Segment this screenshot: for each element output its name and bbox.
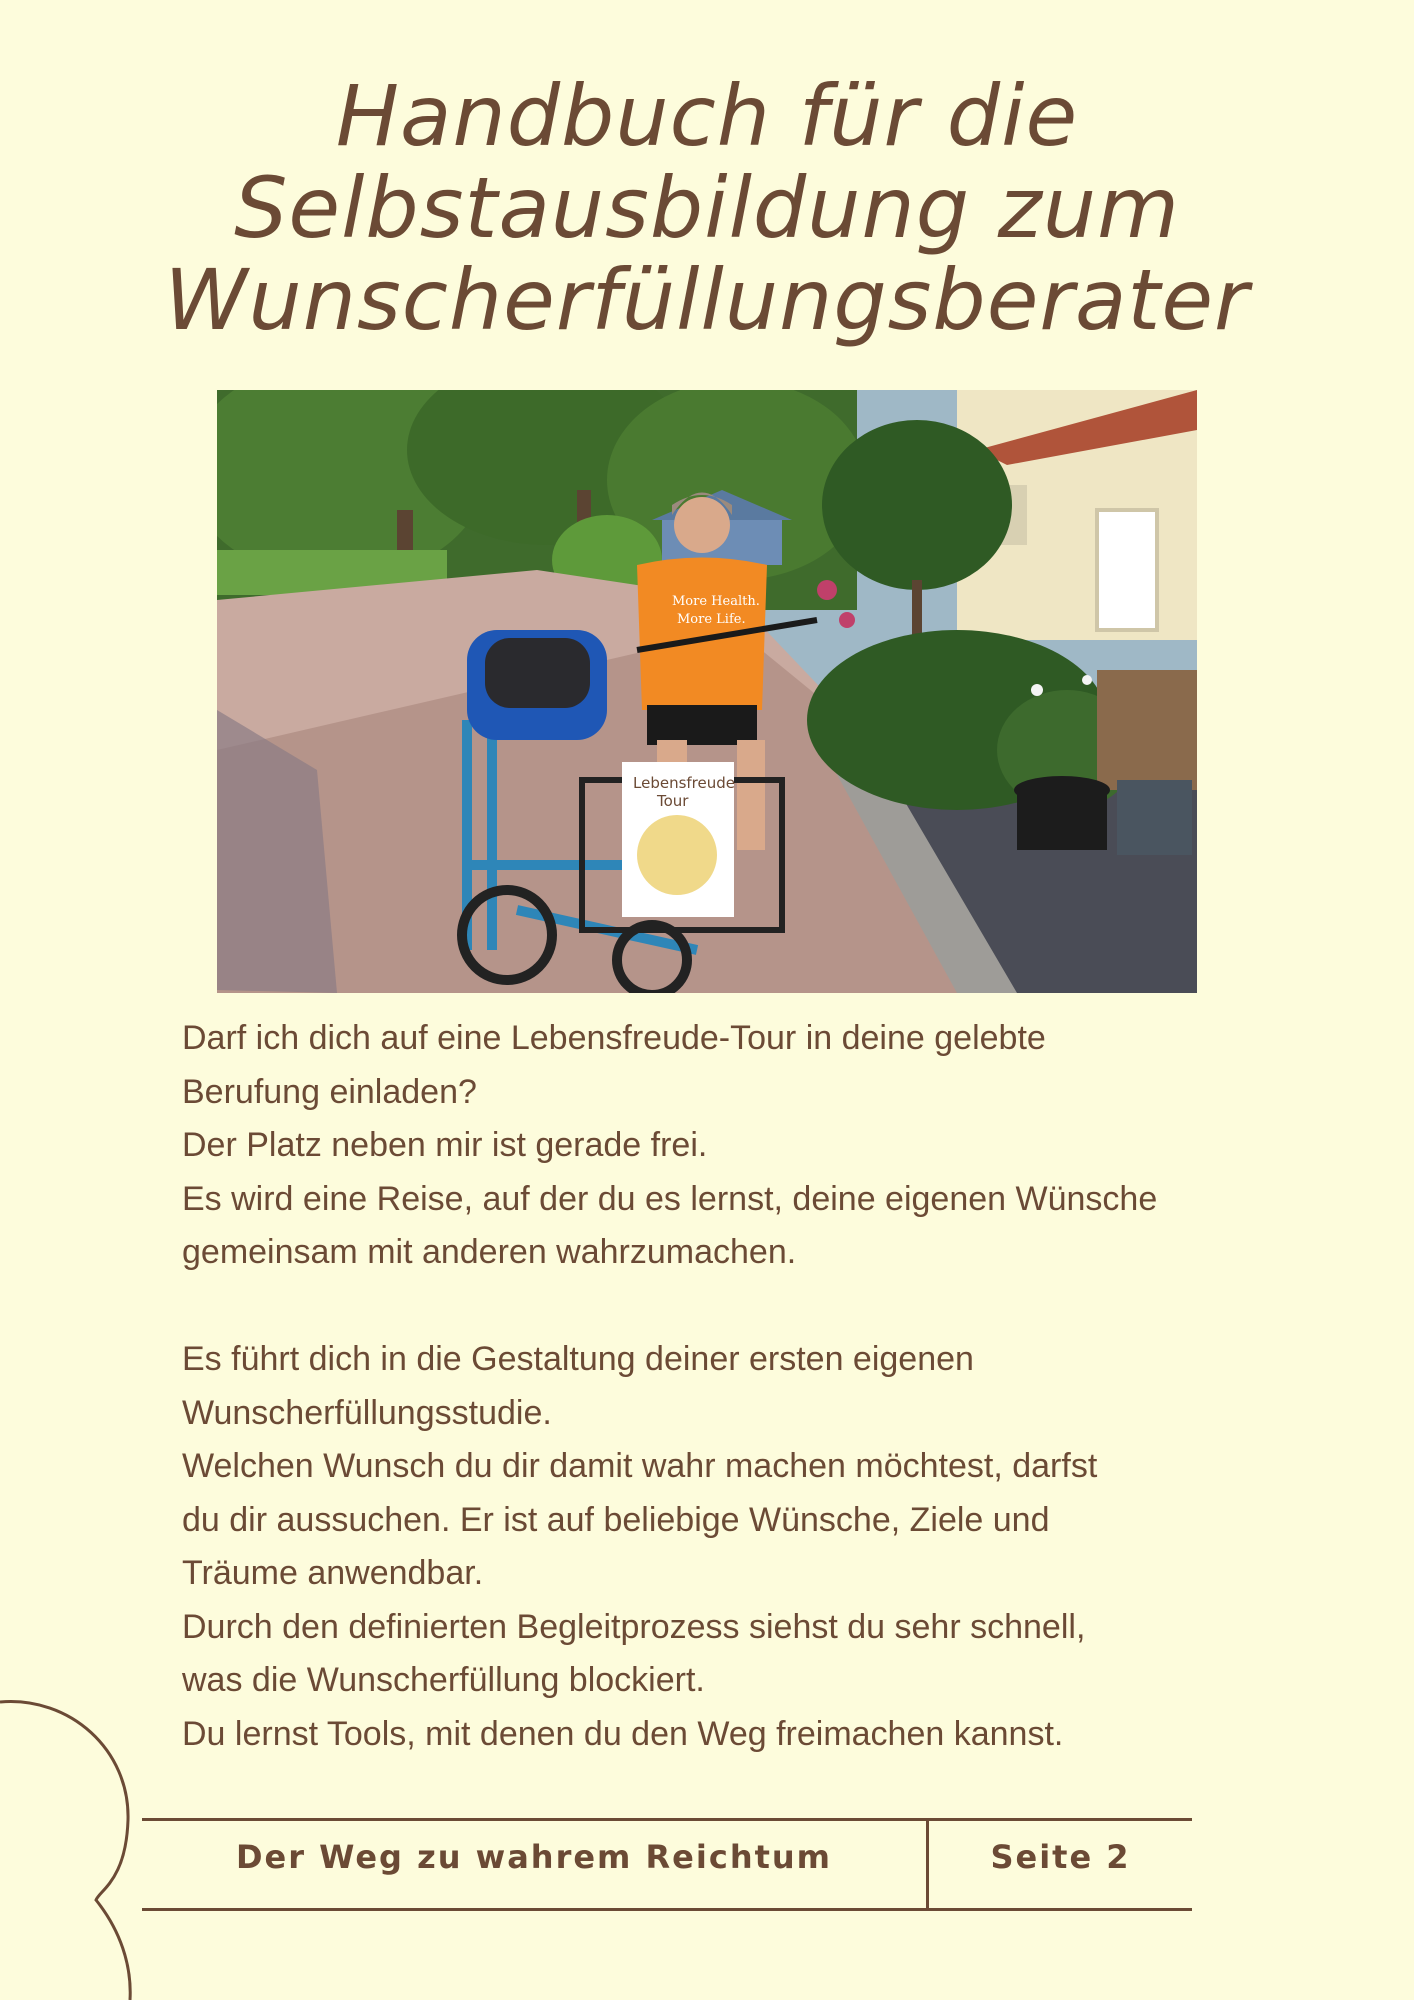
cover-photo (217, 390, 1197, 993)
body-line-12: Durch den definierten Begleitprozess siehst du sehr schnell, (182, 1607, 1086, 1646)
body-line-9: Welchen Wunsch du dir damit wahr machen möchtest, darfst (182, 1447, 1098, 1485)
body-line-4: Es wird eine Reise, auf der du es lernst, deine eigenen Wünsche (182, 1179, 1158, 1218)
body-line-1: Darf ich dich auf eine Lebensfreude-Tour in deine gelebte (182, 1019, 1046, 1057)
decorative-curve (0, 1690, 140, 2000)
body-paragraph-gap (182, 1280, 1332, 1334)
footer-top-rule (142, 1818, 1192, 1821)
body-line-13: was die Wunscherfüllung blockiert. (182, 1661, 705, 1699)
shirt-text-1: More Health. (672, 594, 760, 609)
footer-bottom-rule (142, 1908, 1192, 1911)
footer-document-title: Der Weg zu wahrem Reichtum (235, 1838, 833, 1876)
sign-text-1: Lebensfreude (633, 774, 735, 792)
title-line-1: Handbuch für die (335, 67, 1079, 165)
shirt-text-2: More Life. (677, 612, 746, 627)
body-line-3: Der Platz neben mir ist gerade frei. (182, 1126, 708, 1164)
footer-page-number: Seite 2 (990, 1838, 1131, 1876)
body-line-10: du dir aussuchen. Er ist auf beliebige Wünsche, Ziele und (182, 1500, 1050, 1539)
body-line-14: Du lernst Tools, mit denen du den Weg freimachen kannst. (182, 1714, 1064, 1753)
body-line-5: gemeinsam mit anderen wahrzumachen. (182, 1233, 797, 1271)
page-title (0, 67, 1414, 349)
photo-illustration (217, 390, 1197, 993)
body-text (182, 1012, 1332, 1761)
body-line-2: Berufung einladen? (182, 1072, 477, 1111)
body-line-11: Träume anwendbar. (182, 1554, 484, 1592)
sign-text-2: Tour (657, 792, 689, 810)
title-line-2: Selbstausbildung zum (234, 159, 1180, 257)
body-line-7: Es führt dich in die Gestaltung deiner ersten eigenen (182, 1340, 974, 1378)
title-line-3: Wunscherfüllungsberater (164, 251, 1250, 349)
body-line-8: Wunscherfüllungsstudie. (182, 1393, 552, 1432)
